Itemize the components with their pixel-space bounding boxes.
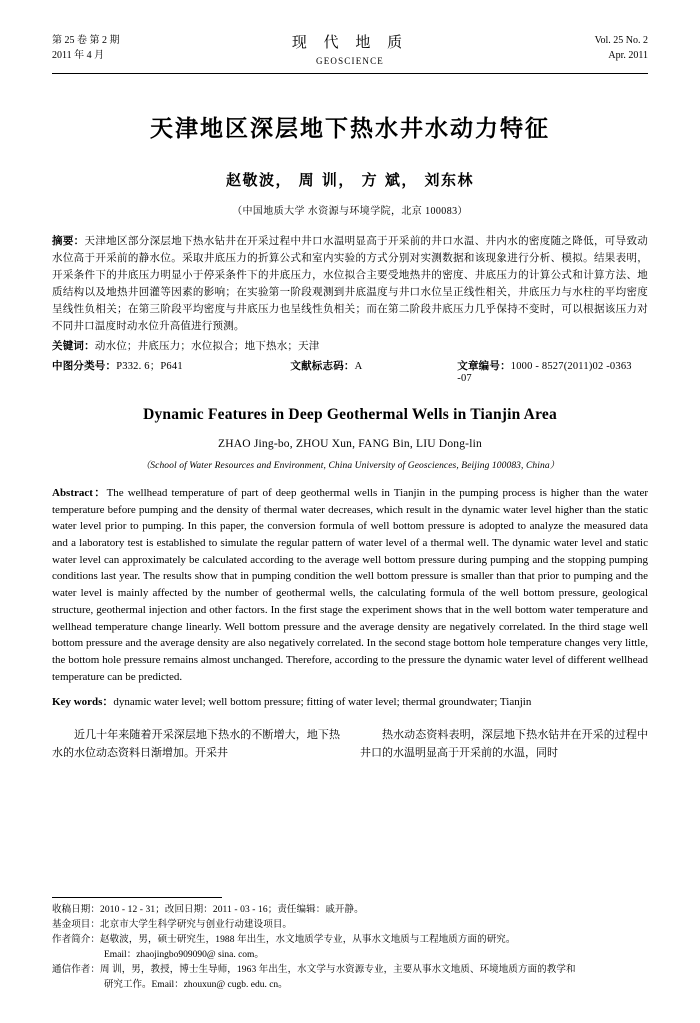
keywords-en — [52, 694, 648, 711]
body-column-right — [360, 727, 648, 762]
keywords-cn — [52, 338, 648, 355]
authors-cn: 赵敬波， 周 训， 方 斌， 刘东林 — [225, 170, 475, 189]
keywords-cn-label: 关键词： — [52, 340, 95, 352]
article-number-entry — [457, 358, 648, 384]
footnote-corresponding-email: 研究工作。Email：zhouxun@ cugb. edu. cn。 — [104, 980, 288, 990]
clc-label: 中图分类号： — [52, 360, 117, 372]
affiliation-cn: （中国地质大学 水资源与环境学院，北京 100083） — [232, 205, 468, 217]
footnote-author-bio — [52, 933, 648, 948]
keywords-cn-text: 动水位；井底压力；水位拟合；地下热水；天津 — [94, 340, 320, 352]
abstract-cn-text: 天津地区部分深层地下热水钻井在开采过程中井口水温明显高于开采前的井口水温、井内水的密度随之降低，可导致动水位高于开采前的静水位。采取井底压力的折算公式和室内实验的方式分别对实测数据和该现象进行分析、模拟。结果表明，开采条件下的井底压力明显小于停采条件下的井底压力，水位拟合主要受地热井的密度、井底压力的计算公式和计算方法、地质结构以及地热井回灌等因素的影响；在实验第一阶段观测到井底温度与井口水位呈正线性相关，井底压力与水柱的平均密度呈线性负相关；在第三阶段平均密度与井底压力也呈线性负相关；而在第二阶段井底压力几乎保持不变时，可以根据该压力对不同井口温度时动水位升高值进行预测。 — [52, 235, 648, 332]
footnote-funding-value: 北京市大学生科学研究与创业行动建设项目。 — [100, 920, 293, 930]
running-head-right — [498, 34, 648, 63]
authors-en: ZHAO Jing-bo, ZHOU Xun, FANG Bin, LIU Dong-lin — [218, 437, 482, 450]
page-title-en: Dynamic Features in Deep Geothermal Wells in Tianjin Area — [143, 405, 557, 423]
page-title-cn: 天津地区深层地下热水井水动力特征 — [150, 114, 550, 142]
abstract-cn-label: 摘要： — [52, 235, 85, 247]
volume-issue-cn: 第 25 卷 第 2 期 — [52, 35, 120, 46]
keywords-en-text: dynamic water level; well bottom pressure; fitting of water level; thermal groundwater; Tianjin — [113, 696, 532, 709]
footnote-corresponding-value: 周 训，男，教授，博士生导师，1963 年出生，水文学与水资源专业，主要从事水文地质、环境地质方面的教学和 — [100, 965, 576, 975]
doc-code-entry — [290, 358, 457, 384]
volume-issue-en: Vol. 25 No. 2 — [594, 35, 648, 46]
footnote-author-value: 赵敬波，男，硕士研究生，1988 年出生，水文地质学专业，从事水文地质与工程地质方面的研究。 — [100, 935, 516, 945]
body-columns — [52, 727, 648, 762]
body-paragraph: 热水动态资料表明，深层地下热水钻井在开采的过程中井口的水温明显高于开采前的水温，同时 — [360, 728, 648, 759]
affiliation-en: （School of Water Resources and Environment, China University of Geosciences, Beijing 100083, China） — [140, 460, 560, 471]
article-number-value: 1000 - 8527(2011)02 -0363 -07 — [457, 360, 632, 384]
abstract-en-label: Abstract： — [52, 486, 107, 499]
footnote-corresponding-label: 通信作者： — [52, 965, 101, 975]
doc-code-value: A — [354, 360, 363, 372]
article-number-label: 文章编号： — [457, 360, 511, 372]
abstract-en — [52, 485, 648, 686]
footnote-dates — [52, 903, 648, 918]
abstract-en-text: The wellhead temperature of part of deep geothermal wells in Tianjin in the pumping process is higher than the water temperature before pumping and the density of thermal water decreases, which result in the dynamic water level higher than the static water level prior to pumping. In this paper, the conversion formula of well bottom pressure is adopted to analyze the measured data and a laboratory test is established to simulate the regular pattern of water level of a thermal well. The dynamic water level and static water level can approximately be calculated according to the average well bottom pressure during pumping and the stopping pumping conditions last year. The results show that in pumping condition the well bottom pressure is smaller than that prior to pumping and the water level is mainly affected by the number of geothermal wells, the calculating formula of the well bottom pressure, geological structure, geothermal injection and other factors. In the first stage the experiment shows that in the well bottom water temperature and wellhead temperature change linearly. Well bottom pressure and the average density are negatively correlated. In the third stage well bottom pressure and the average density are also negatively correlated. In the second stage bottom hole temperature changes very little, the bottom hole pressure remains almost unchanged. Therefore, according to the pressure the dynamic water level of different wellhead temperature can be predicted. — [52, 486, 648, 683]
clc-entry — [52, 358, 290, 384]
footnote-corresponding — [52, 963, 648, 978]
doc-code-label: 文献标志码： — [290, 360, 355, 372]
footnote-author-label: 作者简介： — [52, 935, 101, 945]
header-divider — [52, 73, 648, 74]
journal-name-en: GEOSCIENCE — [316, 55, 384, 66]
body-paragraph: 近几十年来随着开采深层地下热水的不断增大，地下热水的水位动态资料日渐增加。开采井 — [52, 728, 340, 759]
footnote-funding — [52, 918, 648, 933]
date-en: Apr. 2011 — [608, 49, 648, 61]
clc-value: P332. 6；P641 — [116, 360, 183, 372]
journal-name-cn: 现 代 地 质 — [291, 33, 409, 51]
footnote-funding-label: 基金项目： — [52, 920, 101, 930]
footnotes — [52, 897, 648, 993]
footnote-dates-value: 2010 - 12 - 31；改回日期：2011 - 03 - 16；责任编辑：戚开静。 — [100, 905, 364, 915]
journal-name — [202, 32, 498, 68]
classification-line — [52, 358, 648, 384]
keywords-en-label: Key words： — [52, 696, 114, 709]
running-head — [52, 34, 648, 68]
footnote-author-email: Email：zhaojingbo909090@ sina. com。 — [104, 950, 264, 960]
date-cn: 2011 年 4 月 — [52, 49, 105, 61]
abstract-cn — [52, 233, 648, 335]
footnote-dates-label: 收稿日期： — [52, 905, 101, 915]
running-head-left — [52, 34, 202, 63]
footnote-divider — [52, 897, 222, 898]
body-column-left — [52, 727, 340, 762]
